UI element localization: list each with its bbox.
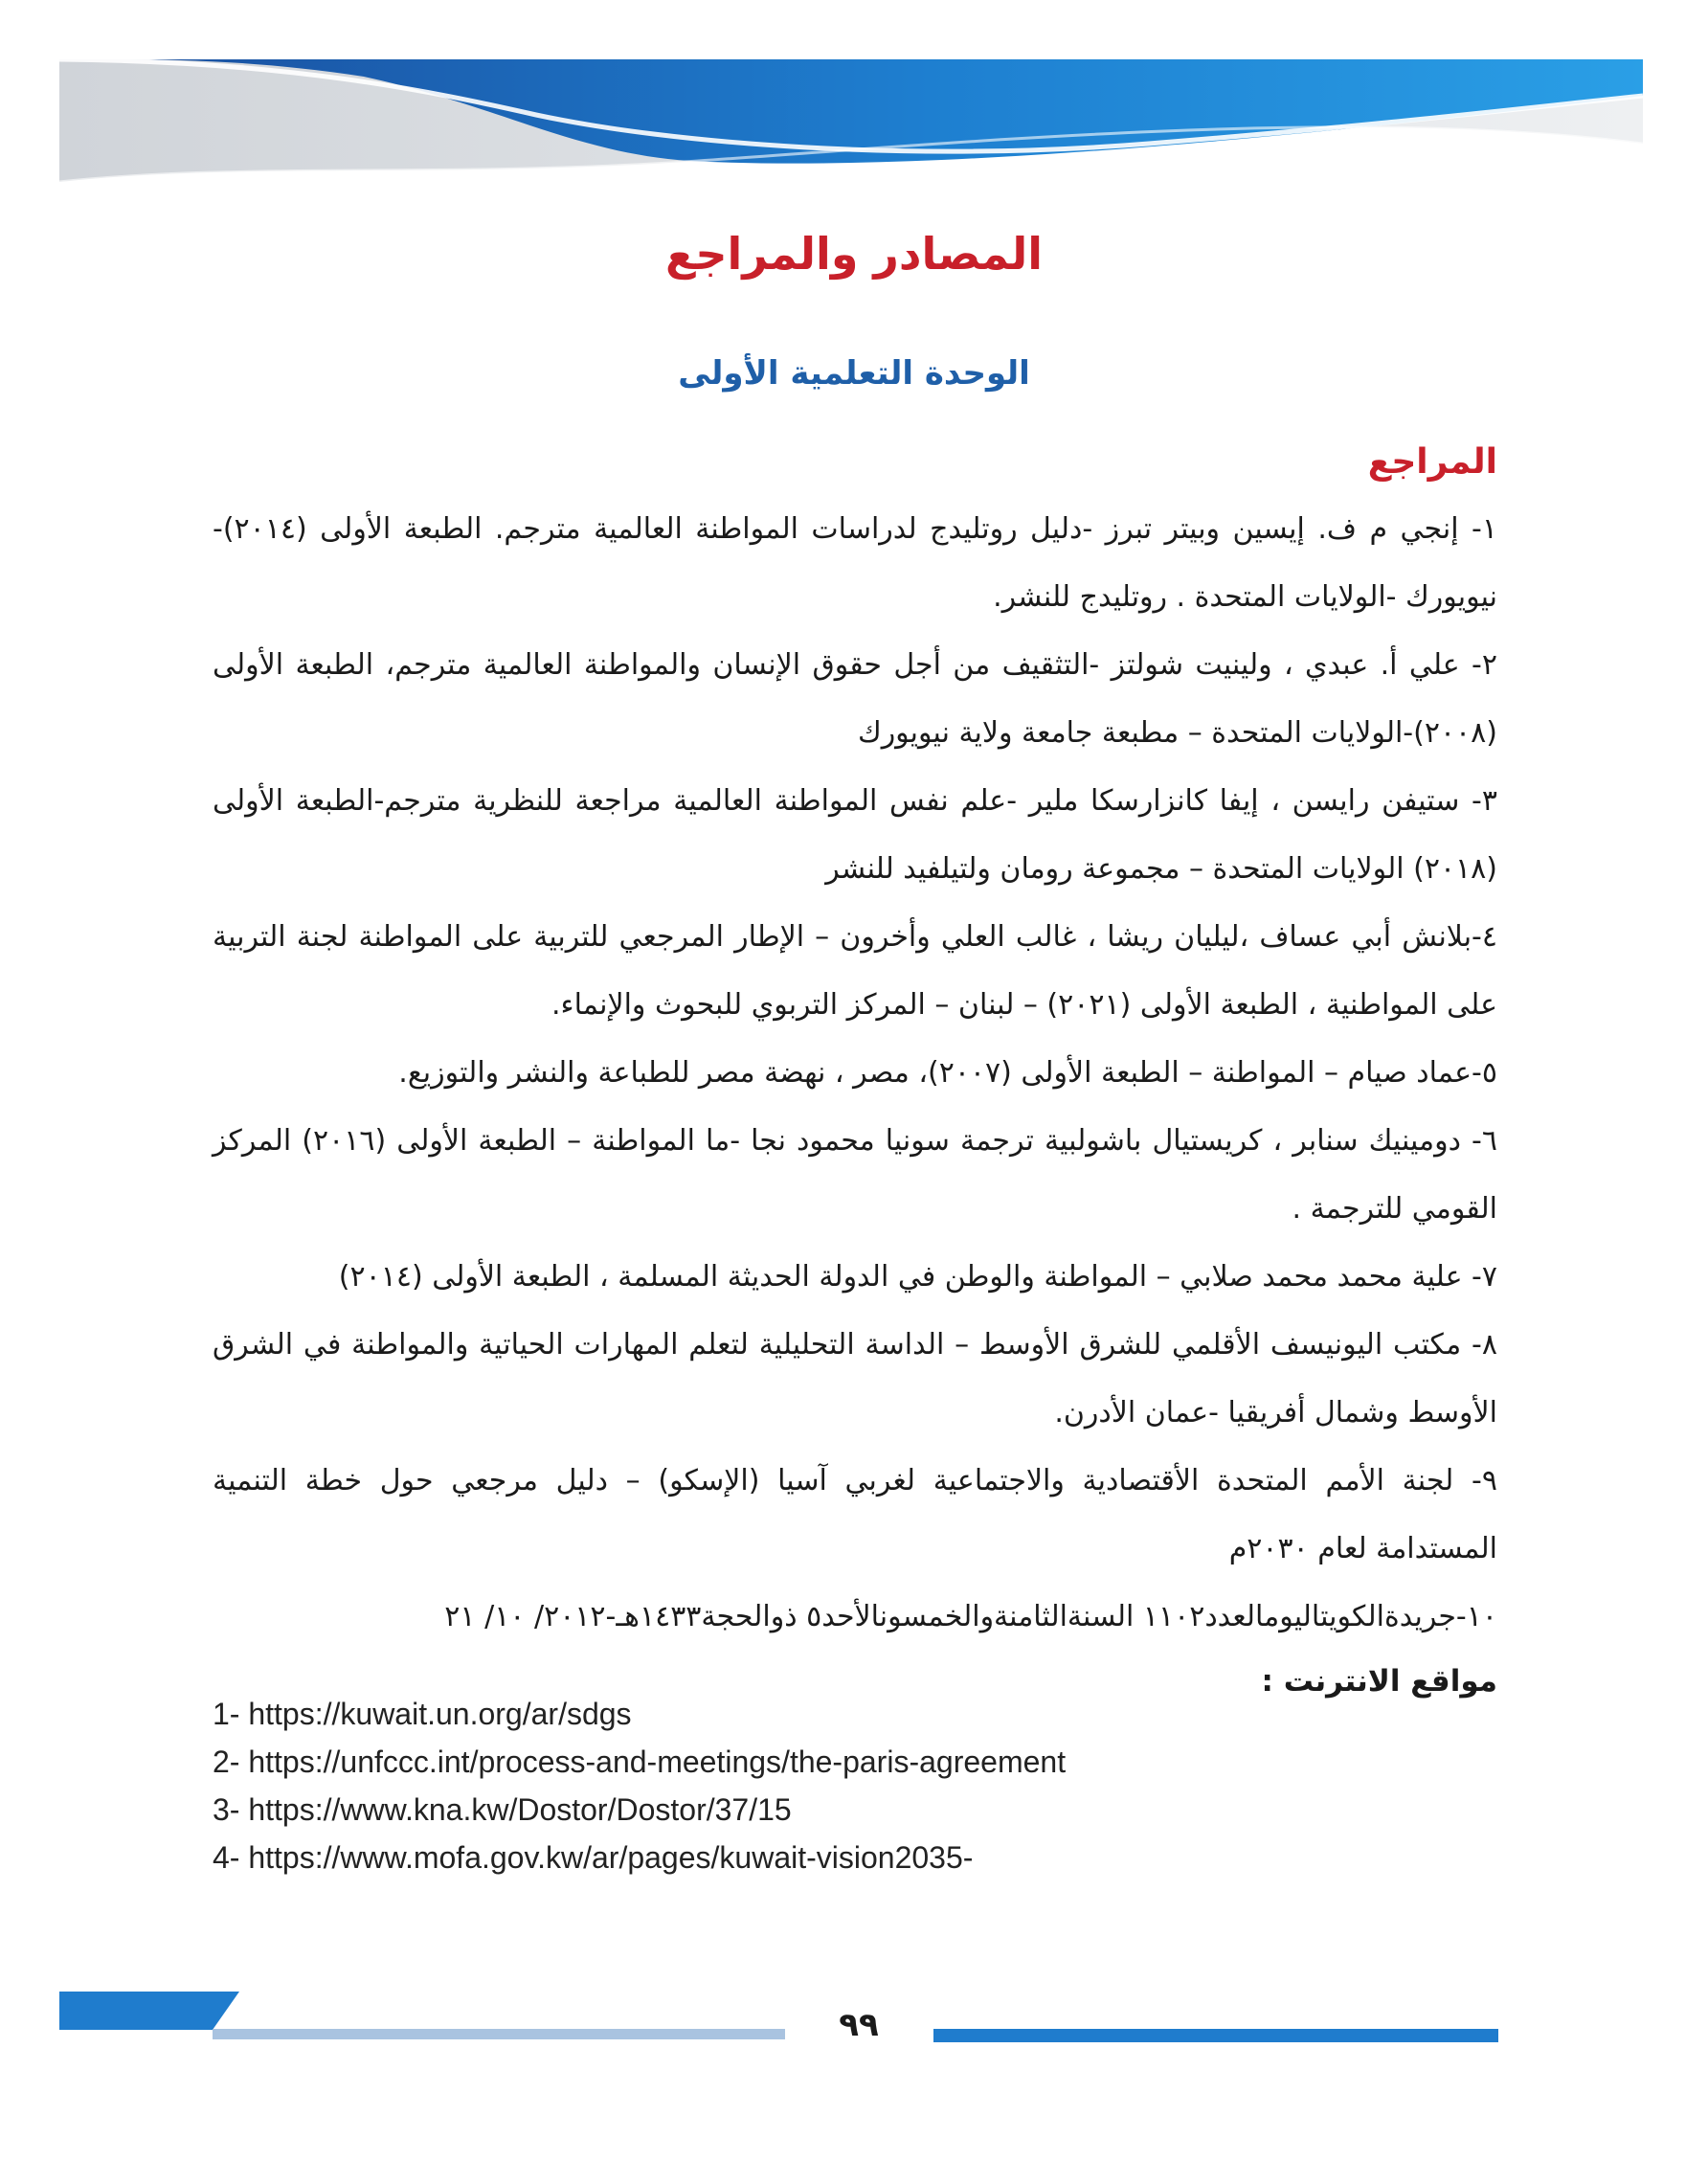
website-link-1[interactable]: 1- https://kuwait.un.org/ar/sdgs [213,1697,632,1731]
reference-item-6: ٦- دومينيك سنابر ، كريستيال باشولبية ترجمة سونيا محمود نجا -ما المواطنة – الطبعة الأولى (٢٠١٦) المركز القومي للترجمة . [213,1124,1497,1226]
references-list [213,495,1497,1651]
reference-item-1: ١- إنجي م ف. إيسين وبيتر تبرز -دليل روتليدج لدراسات المواطنة العالمية مترجم. الطبعة الأولى (٢٠١٤)- نيويورك -الولايات المتحدة . روتليدج للنشر. [213,512,1497,614]
unit-title: الوحدة التعلمية الأولى [678,354,1030,393]
reference-item-4: ٤-بلانش أبي عساف ،ليليان ريشا ، غالب العلي وأخرون – الإطار المرجعي للتربية على المواطنة لجنة التربية على المواطنية ، الطبعة الأولى (٢٠٢١) – لبنان – المركز التربوي للبحوث والإنماء. [213,920,1497,1022]
references-section [213,436,1497,1712]
header-wave-decoration [0,0,1708,211]
reference-item-3: ٣- ستيفن رايسن ، إيفا كانزارسكا ملير -علم نفس المواطنة العالمية مراجعة للنظرية مترجم-الطبعة الأولى (٢٠١٨) الولايات المتحدة – مجموعة رومان ولتيلفيد للنشر [213,784,1497,886]
reference-item-7: ٧- علية محمد محمد صلابي – المواطنة والوطن في الدولة الحديثة المسلمة ، الطبعة الأولى (٢٠١٤) [338,1260,1497,1294]
reference-item-5: ٥-عماد صيام – المواطنة – الطبعة الأولى (٢٠٠٧)، مصر ، نهضة مصر للطباعة والنشر والتوزيع. [398,1056,1497,1090]
website-link-2[interactable]: 2- https://unfccc.int/process-and-meetings/the-paris-agreement [213,1745,1067,1779]
website-link-4[interactable]: 4- https://www.mofa.gov.kw/ar/pages/kuwait-vision2035- [213,1840,974,1875]
reference-item-10: ١٠-جريدةالكويتاليومالعدد١١٠٢ السنةالثامنةوالخمسونالأحد٥ ذوالحجة١٤٣٣هـ-٢٠١٢/ ١٠/ ٢١ [444,1600,1497,1633]
page-title: المصادر والمراجع [664,228,1043,280]
websites-heading: مواقع الانترنت : [1261,1664,1497,1699]
page-number: ٩٩ [839,2006,879,2044]
reference-item-2: ٢- علي أ. عبدي ، ولينيت شولتز -التثقيف من أجل حقوق الإنسان والمواطنة العالمية مترجم، الطبعة الأولى (٢٠٠٨)-الولايات المتحدة – مطبعة جامعة ولاية نيويورك [213,648,1497,750]
footer-bar-left [0,1992,785,2039]
reference-item-9: ٩- لجنة الأمم المتحدة الأقتصادية والاجتماعية لغربي آسيا (الإسكو) – دليل مرجعي حول خطة التنمية المستدامة لعام ٢٠٣٠م [213,1464,1497,1565]
references-heading: المراجع [1367,442,1497,482]
reference-item-8: ٨- مكتب اليونيسف الأقلمي للشرق الأوسط – الداسة التحليلية لتعلم المهارات الحياتية والمواطنة في الشرق الأوسط وشمال أفريقيا -عمان الأدرن. [213,1328,1497,1429]
websites-list [213,1690,1497,1881]
footer-bar-right [933,2029,1498,2042]
website-link-3[interactable]: 3- https://www.kna.kw/Dostor/Dostor/37/15 [213,1792,792,1827]
